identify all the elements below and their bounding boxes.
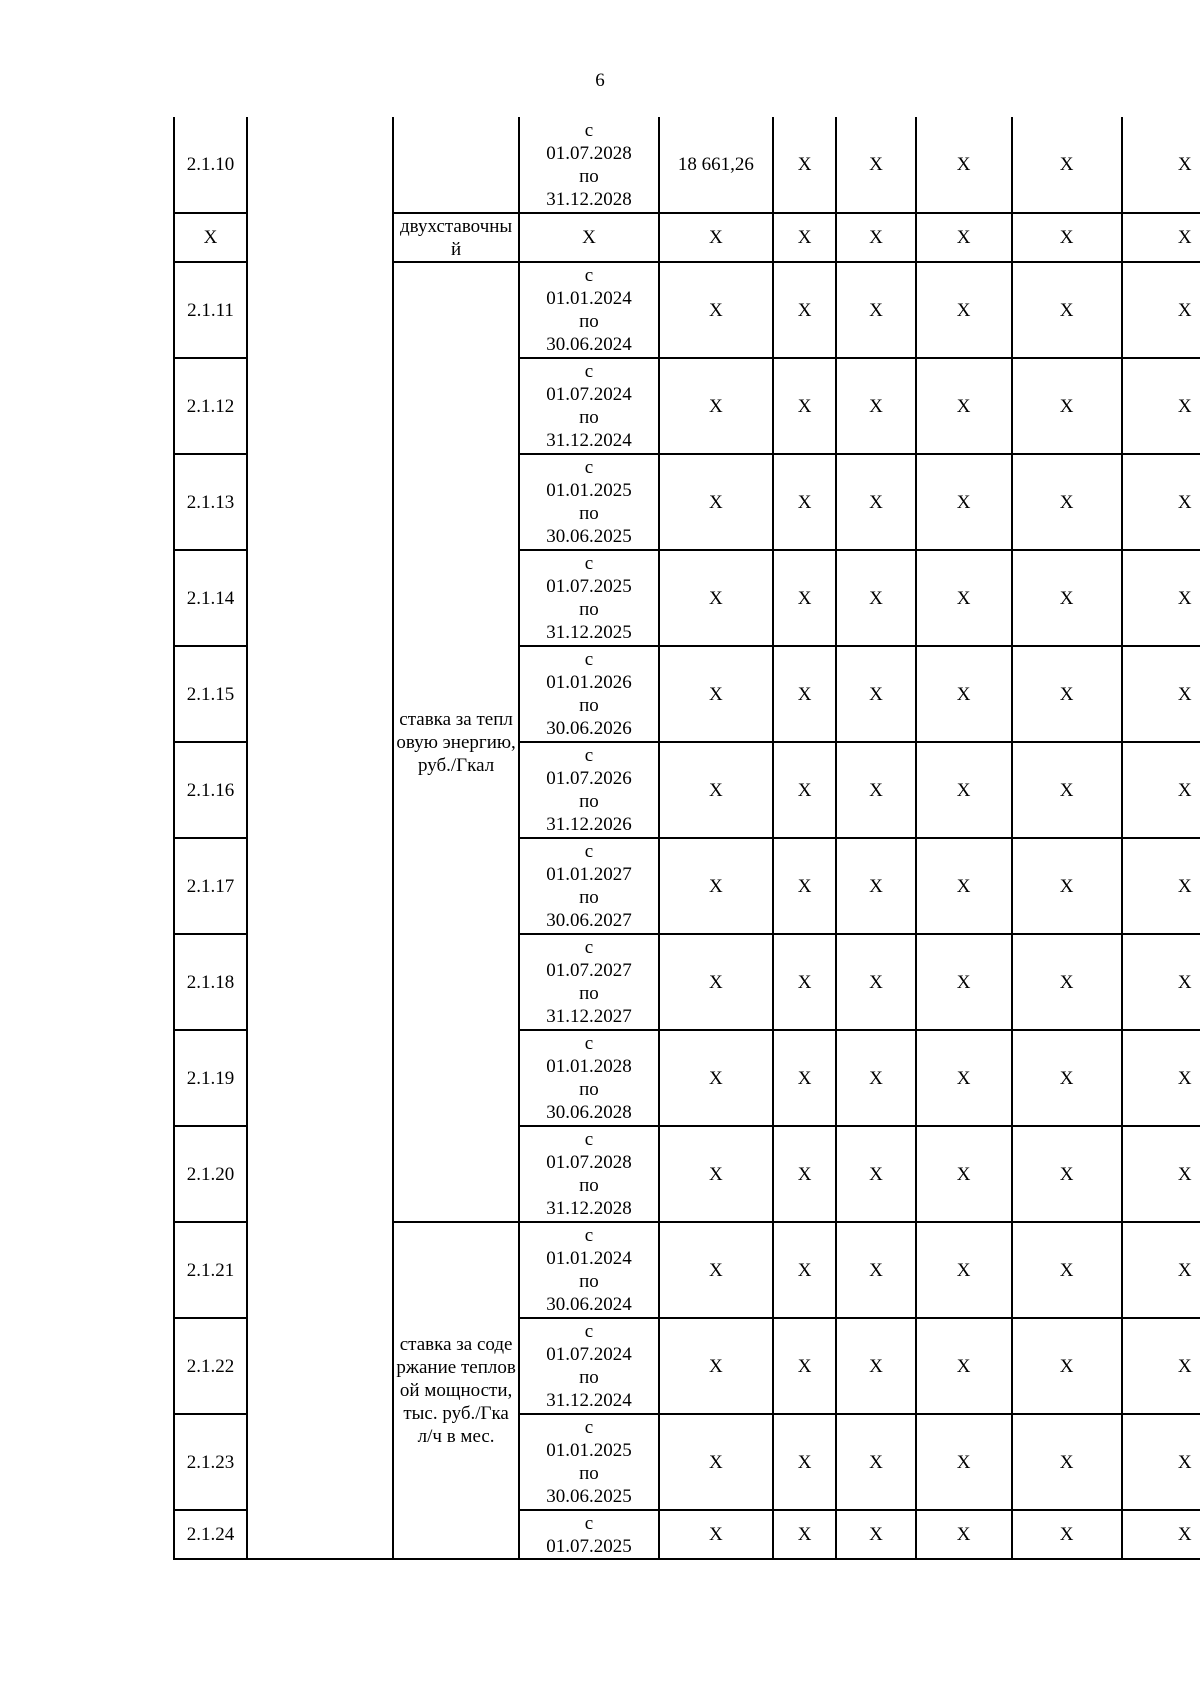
- x-cell: Х: [773, 262, 836, 358]
- period-line: с: [584, 361, 594, 382]
- period-line: с: [584, 1321, 594, 1342]
- x-cell: Х: [1122, 454, 1200, 550]
- period-line: с: [584, 937, 594, 958]
- tariff-value-cell: Х: [659, 934, 773, 1030]
- x-cell: Х: [1122, 1126, 1200, 1222]
- period-line: по: [579, 503, 599, 524]
- tariff-value-cell: Х: [659, 358, 773, 454]
- x-cell: Х: [1122, 646, 1200, 742]
- x-cell: Х: [773, 1126, 836, 1222]
- period-line: с: [584, 119, 594, 141]
- x-cell: Х: [1012, 1222, 1122, 1318]
- period-cell: [519, 934, 658, 1030]
- x-cell: Х: [1012, 1318, 1122, 1414]
- x-cell: Х: [836, 838, 916, 934]
- x-cell: Х: [1122, 1414, 1200, 1510]
- period-line: с: [584, 1225, 594, 1246]
- row-number-cell: 2.1.13: [174, 454, 247, 550]
- tariff-value-cell: Х: [659, 742, 773, 838]
- x-cell: Х: [1122, 1030, 1200, 1126]
- x-cell: Х: [773, 1030, 836, 1126]
- period-line: 31.12.2024: [546, 1390, 632, 1411]
- period-line: по: [579, 407, 599, 428]
- x-cell: Х: [1122, 117, 1200, 213]
- period-line: с: [584, 265, 594, 286]
- period-line: по: [579, 1271, 599, 1292]
- x-cell: Х: [1122, 550, 1200, 646]
- period-line: 30.06.2026: [546, 718, 632, 739]
- x-cell: Х: [836, 1510, 916, 1559]
- tariff-value-cell: Х: [659, 838, 773, 934]
- x-cell: Х: [1012, 1414, 1122, 1510]
- tariff-value-cell: Х: [659, 1510, 773, 1559]
- x-cell: Х: [836, 742, 916, 838]
- x-cell: Х: [836, 262, 916, 358]
- period-line: 01.01.2024: [546, 288, 632, 309]
- period-line: 01.01.2024: [546, 1248, 632, 1269]
- period-line: 31.12.2028: [546, 1198, 632, 1219]
- x-cell: Х: [836, 117, 916, 213]
- x-cell: Х: [1012, 1510, 1122, 1559]
- period-line: по: [579, 1079, 599, 1100]
- period-line: с: [584, 457, 594, 478]
- x-cell: Х: [773, 742, 836, 838]
- x-cell: Х: [916, 1414, 1012, 1510]
- row-number-cell: 2.1.21: [174, 1222, 247, 1318]
- x-cell: Х: [916, 1030, 1012, 1126]
- tariff-value-cell: 18 661,26: [659, 117, 773, 213]
- period-line: по: [579, 791, 599, 812]
- period-line: 01.07.2025: [546, 1535, 632, 1557]
- period-line: по: [579, 311, 599, 332]
- tariff-table: [173, 117, 1200, 1560]
- period-line: с: [584, 1417, 594, 1438]
- rate-group-capacity: ставка за содержание тепловой мощности, тыс. руб./Гкал/ч в мес.: [393, 1222, 519, 1559]
- period-line: 01.07.2025: [546, 576, 632, 597]
- period-line: 01.07.2024: [546, 384, 632, 405]
- period-line: 30.06.2025: [546, 1486, 632, 1507]
- period-cell: [519, 1222, 658, 1318]
- tariff-value-cell: Х: [659, 1030, 773, 1126]
- x-cell: Х: [1012, 1030, 1122, 1126]
- tariff-value-cell: Х: [659, 1318, 773, 1414]
- period-line: по: [579, 1175, 599, 1196]
- period-line: 30.06.2025: [546, 526, 632, 547]
- period-line: 01.07.2027: [546, 960, 632, 981]
- x-cell: Х: [773, 646, 836, 742]
- tariff-value-cell: Х: [659, 1126, 773, 1222]
- tariff-value-cell: Х: [659, 550, 773, 646]
- row-number-cell: 2.1.20: [174, 1126, 247, 1222]
- x-cell: Х: [916, 934, 1012, 1030]
- period-line: Х: [582, 227, 596, 248]
- rate-kind-cell: [393, 117, 519, 213]
- x-cell: Х: [1122, 213, 1200, 262]
- tariff-value-cell: Х: [659, 213, 773, 262]
- period-line: с: [584, 1512, 594, 1534]
- period-line: 30.06.2027: [546, 910, 632, 931]
- period-line: 01.07.2028: [546, 142, 632, 164]
- period-line: 01.01.2028: [546, 1056, 632, 1077]
- x-cell: Х: [773, 1222, 836, 1318]
- x-cell: Х: [916, 213, 1012, 262]
- x-cell: Х: [1122, 1510, 1200, 1559]
- period-line: по: [579, 695, 599, 716]
- x-cell: Х: [916, 742, 1012, 838]
- period-line: по: [579, 165, 599, 187]
- period-cell: [519, 742, 658, 838]
- x-cell: Х: [916, 262, 1012, 358]
- period-line: 01.07.2028: [546, 1152, 632, 1173]
- period-cell: [519, 262, 658, 358]
- row-number-cell: 2.1.10: [174, 117, 247, 213]
- period-line: 30.06.2028: [546, 1102, 632, 1123]
- period-cell: [519, 1414, 658, 1510]
- x-cell: Х: [916, 117, 1012, 213]
- x-cell: Х: [836, 934, 916, 1030]
- x-cell: Х: [1012, 838, 1122, 934]
- x-cell: Х: [836, 1030, 916, 1126]
- x-cell: Х: [1122, 742, 1200, 838]
- row-number-cell: 2.1.23: [174, 1414, 247, 1510]
- period-line: по: [579, 983, 599, 1004]
- x-cell: Х: [1122, 934, 1200, 1030]
- period-line: с: [584, 553, 594, 574]
- tariff-value-cell: Х: [659, 646, 773, 742]
- period-cell: [519, 213, 658, 262]
- x-cell: Х: [1012, 550, 1122, 646]
- x-cell: Х: [916, 550, 1012, 646]
- row-number-cell: 2.1.18: [174, 934, 247, 1030]
- x-cell: Х: [1012, 454, 1122, 550]
- period-line: по: [579, 599, 599, 620]
- x-cell: Х: [773, 550, 836, 646]
- x-cell: Х: [836, 1222, 916, 1318]
- period-cell: [519, 1318, 658, 1414]
- tariff-value-cell: Х: [659, 454, 773, 550]
- x-cell: Х: [773, 1414, 836, 1510]
- x-cell: Х: [916, 1126, 1012, 1222]
- x-cell: Х: [1122, 1318, 1200, 1414]
- row-number-cell: 2.1.12: [174, 358, 247, 454]
- x-cell: Х: [1122, 838, 1200, 934]
- tariff-value-cell: Х: [659, 1414, 773, 1510]
- x-cell: Х: [1122, 358, 1200, 454]
- period-line: 30.06.2024: [546, 1294, 632, 1315]
- x-cell: Х: [773, 454, 836, 550]
- x-cell: Х: [836, 646, 916, 742]
- tariff-value-cell: Х: [659, 1222, 773, 1318]
- row-number-cell: 2.1.14: [174, 550, 247, 646]
- x-cell: Х: [1012, 117, 1122, 213]
- x-cell: Х: [1012, 934, 1122, 1030]
- period-line: 01.01.2026: [546, 672, 632, 693]
- x-cell: Х: [1012, 358, 1122, 454]
- row-number-cell: 2.1.17: [174, 838, 247, 934]
- period-cell: [519, 358, 658, 454]
- x-cell: Х: [836, 1126, 916, 1222]
- period-line: 01.01.2025: [546, 480, 632, 501]
- x-cell: Х: [1012, 1126, 1122, 1222]
- row-number-cell: Х: [174, 213, 247, 262]
- rate-group-energy: ставка за тепловую энергию, руб./Гкал: [393, 262, 519, 1222]
- x-cell: Х: [916, 1222, 1012, 1318]
- x-cell: Х: [916, 1318, 1012, 1414]
- x-cell: Х: [916, 1510, 1012, 1559]
- period-line: 01.07.2024: [546, 1344, 632, 1365]
- x-cell: Х: [773, 1510, 836, 1559]
- period-line: с: [584, 1033, 594, 1054]
- row-number-cell: 2.1.16: [174, 742, 247, 838]
- period-cell: [519, 1030, 658, 1126]
- x-cell: Х: [1012, 646, 1122, 742]
- period-cell: [519, 117, 658, 213]
- x-cell: Х: [773, 1318, 836, 1414]
- x-cell: Х: [773, 117, 836, 213]
- x-cell: Х: [916, 454, 1012, 550]
- x-cell: Х: [916, 838, 1012, 934]
- x-cell: Х: [1012, 213, 1122, 262]
- x-cell: Х: [836, 454, 916, 550]
- period-line: 01.07.2026: [546, 768, 632, 789]
- period-cell: [519, 838, 658, 934]
- x-cell: Х: [1122, 1222, 1200, 1318]
- period-line: с: [584, 841, 594, 862]
- period-line: 31.12.2025: [546, 622, 632, 643]
- row-number-cell: 2.1.24: [174, 1510, 247, 1559]
- tariff-value-cell: Х: [659, 262, 773, 358]
- x-cell: Х: [916, 646, 1012, 742]
- period-line: по: [579, 1463, 599, 1484]
- x-cell: Х: [1012, 742, 1122, 838]
- period-cell: [519, 1126, 658, 1222]
- period-cell: [519, 646, 658, 742]
- period-line: с: [584, 745, 594, 766]
- x-cell: Х: [836, 1414, 916, 1510]
- empty-column-cell: [247, 117, 393, 1559]
- table-row: [174, 117, 1200, 213]
- period-line: 01.01.2027: [546, 864, 632, 885]
- x-cell: Х: [773, 358, 836, 454]
- period-line: 31.12.2024: [546, 430, 632, 451]
- row-number-cell: 2.1.11: [174, 262, 247, 358]
- period-line: по: [579, 1367, 599, 1388]
- page-number: 6: [595, 70, 605, 91]
- period-line: с: [584, 649, 594, 670]
- x-cell: Х: [773, 838, 836, 934]
- period-line: 31.12.2026: [546, 814, 632, 835]
- x-cell: Х: [773, 213, 836, 262]
- rate-type-cell: двухставочный: [393, 213, 519, 262]
- x-cell: Х: [836, 550, 916, 646]
- row-number-cell: 2.1.22: [174, 1318, 247, 1414]
- period-cell: [519, 550, 658, 646]
- row-number-cell: 2.1.19: [174, 1030, 247, 1126]
- period-line: с: [584, 1129, 594, 1150]
- x-cell: Х: [916, 358, 1012, 454]
- period-line: по: [579, 887, 599, 908]
- period-line: 01.01.2025: [546, 1440, 632, 1461]
- row-number-cell: 2.1.15: [174, 646, 247, 742]
- x-cell: Х: [836, 1318, 916, 1414]
- period-cell: [519, 1510, 658, 1559]
- period-cell: [519, 454, 658, 550]
- x-cell: Х: [1122, 262, 1200, 358]
- x-cell: Х: [836, 358, 916, 454]
- x-cell: Х: [1012, 262, 1122, 358]
- period-line: 31.12.2027: [546, 1006, 632, 1027]
- period-line: 30.06.2024: [546, 334, 632, 355]
- period-line: 31.12.2028: [546, 188, 632, 210]
- x-cell: Х: [773, 934, 836, 1030]
- x-cell: Х: [836, 213, 916, 262]
